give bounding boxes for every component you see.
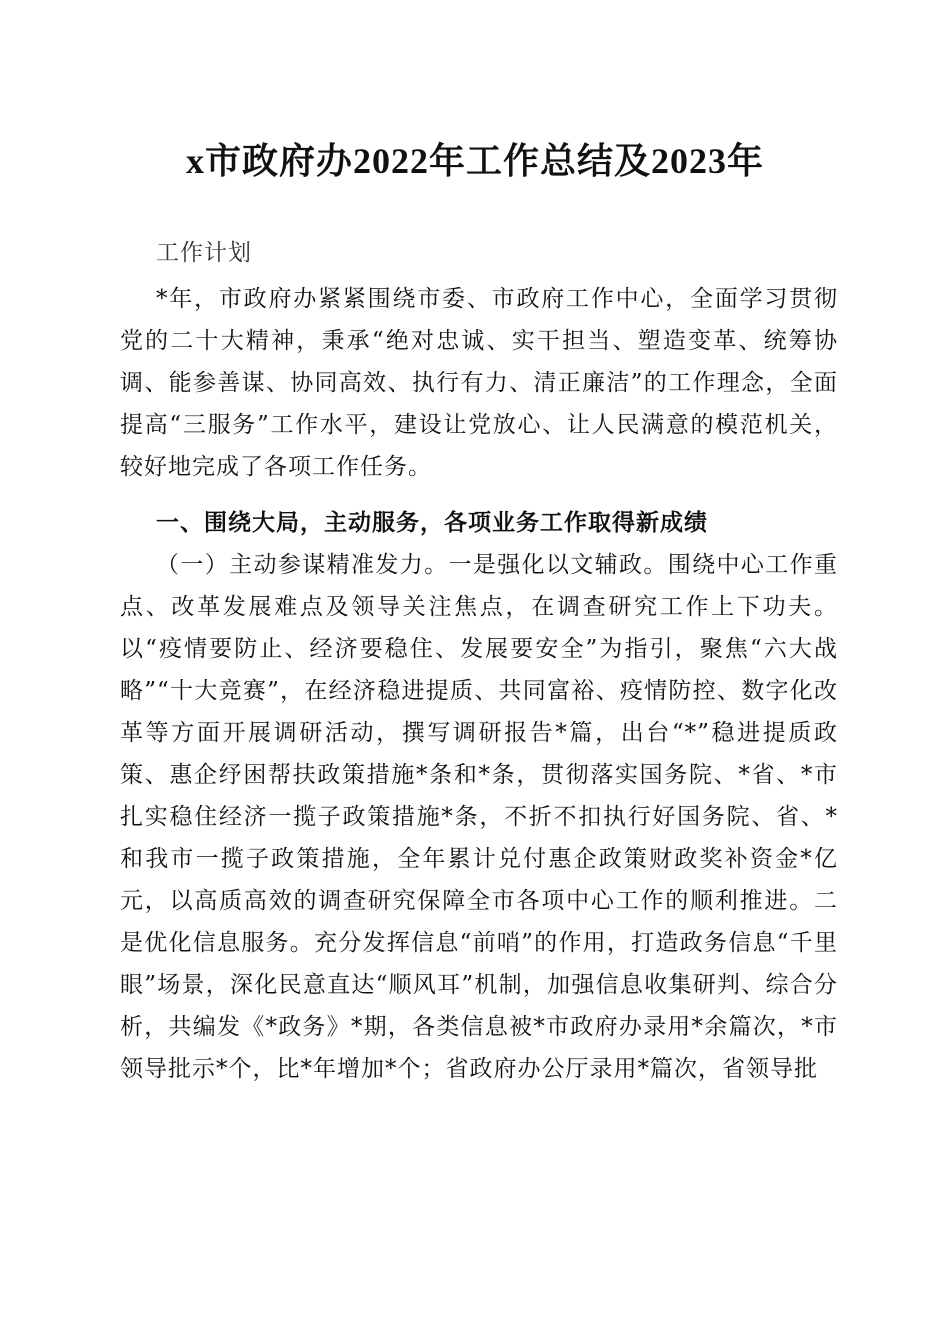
section-heading-1: 一、围绕大局，主动服务，各项业务工作取得新成绩 [156,510,708,536]
document-subtitle: 工作计划 [156,240,252,266]
section-1-paragraph: （一）主动参谋精准发力。一是强化以文辅政。围绕中心工作重点、改革发展难点及领导关注焦点，在调查研究工作上下功夫。以“疫情要防止、经济要稳住、发展要安全”为指引，聚焦“六大战略”“十大竞赛”，在经济稳进提质、共同富裕、疫情防控、数字化改革等方面开展调研活动，撰写调研报告*篇，出台“*”稳进提质政策、惠企纾困帮扶政策措施*条和*条，贯彻落实国务院、*省、*市扎实稳住经济一揽子政策措施*条，不折不扣执行好国务院、省、*和我市一揽子政策措施，全年累计兑付惠企政策财政奖补资金*亿元，以高质高效的调查研究保障全市各项中心工作的顺利推进。二是优化信息服务。充分发挥信息“前哨”的作用，打造政务信息“千里眼”场景，深化民意直达“顺风耳”机制，加强信息收集研判、综合分析，共编发《*政务》*期，各类信息被*市政府办录用*余篇次，*市领导批示*个，比*年增加*个；省政府办公厅录用*篇次，省领导批 [120,552,838,1082]
document-title: x市政府办2022年工作总结及2023年 [185,141,764,181]
intro-paragraph: *年，市政府办紧紧围绕市委、市政府工作中心，全面学习贯彻党的二十大精神，秉承“绝对忠诚、实干担当、塑造变革、统筹协调、能参善谋、协同高效、执行有力、清正廉洁”的工作理念，全面提高“三服务”工作水平，建设让党放心、让人民满意的模范机关，较好地完成了各项工作任务。 [120,286,838,480]
